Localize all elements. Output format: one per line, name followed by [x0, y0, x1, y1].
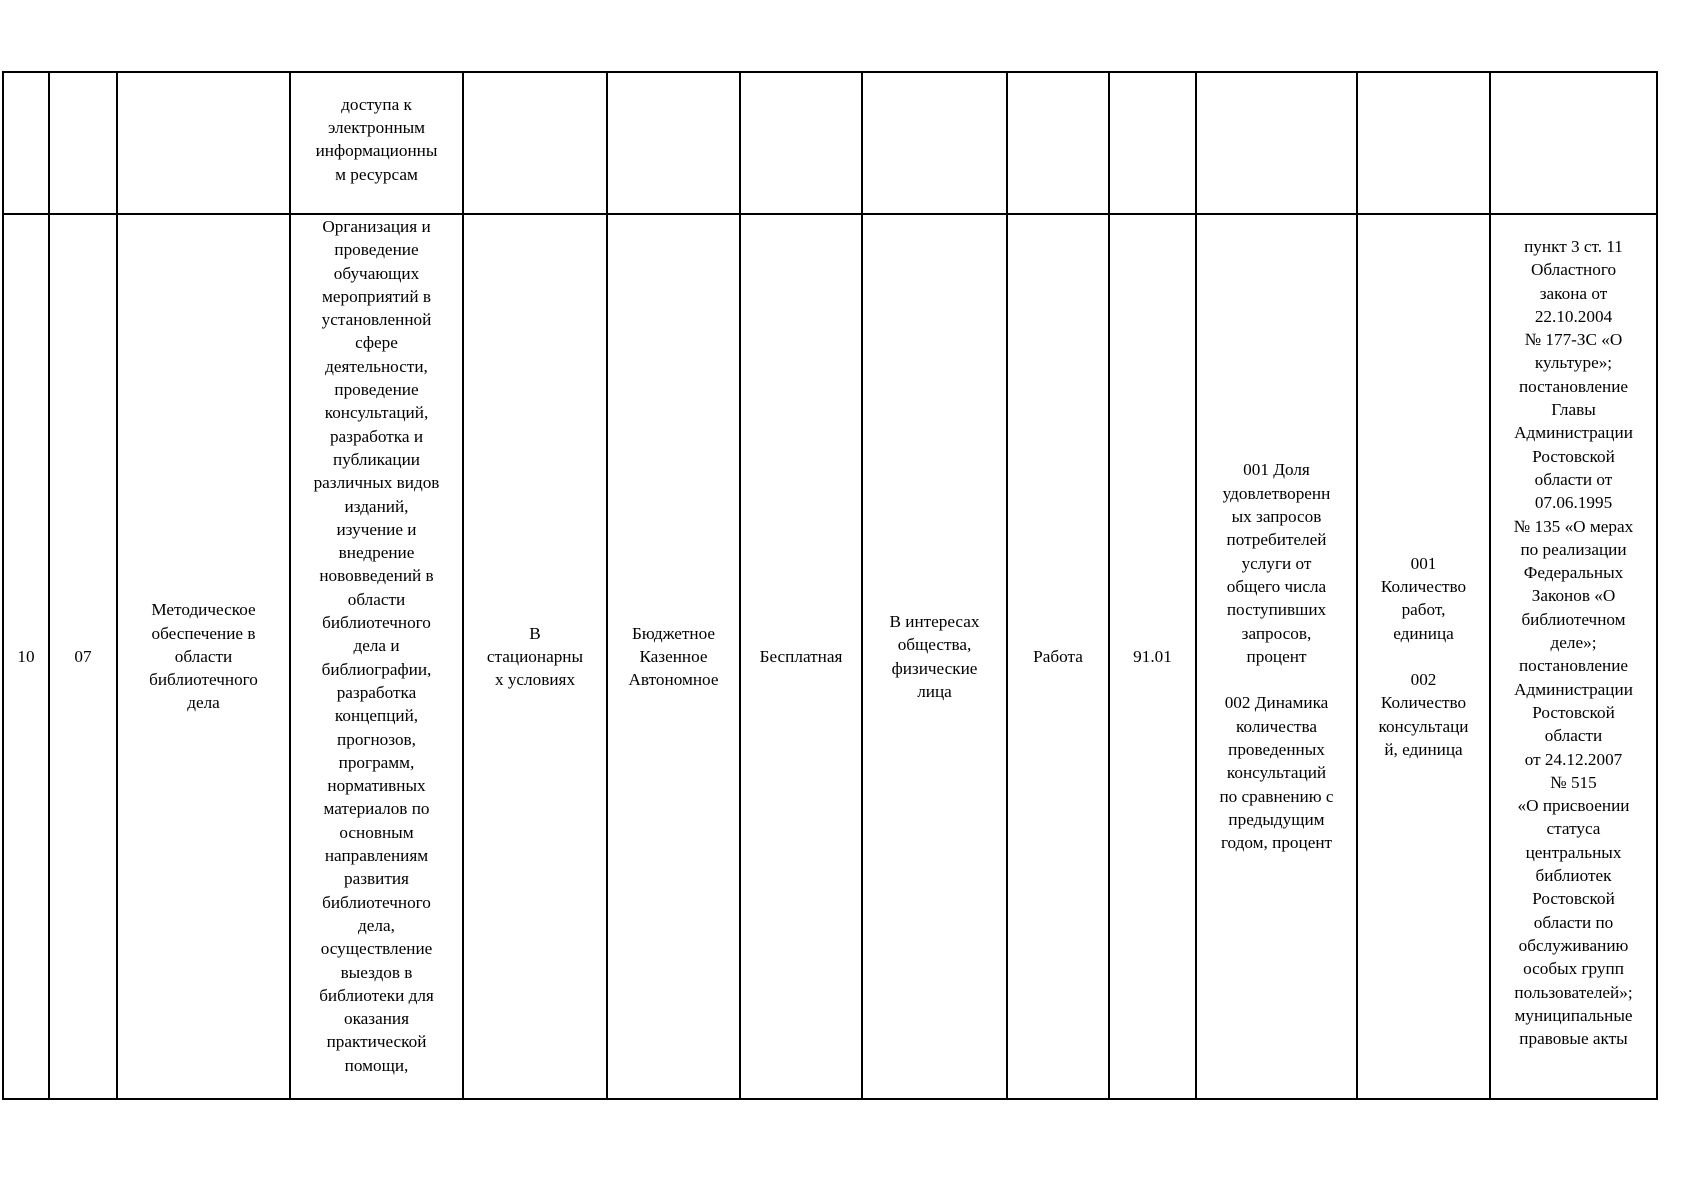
cell-legal-basis: [1490, 72, 1657, 214]
cell-description: доступа к электронным информационны м ресурсам: [290, 72, 463, 214]
cell-code: [49, 72, 117, 214]
cell-description: Организация и проведение обучающих мероприятий в установленной сфере деятельности, проведение консультаций, разработка и публикации различных видов изданий, изучение и внедрение нововведений в области библиотечного дела и библиографии, разработка концепций, прогнозов, программ, нормативных материалов по основным направлениям развития библиотечного дела, осуществление выездов в библиотеки для оказания практической помощи,: [290, 214, 463, 1099]
table-row: [3, 214, 1657, 1099]
cell-conditions: В стационарны х условиях: [463, 214, 607, 1099]
cell-code: 07: [49, 214, 117, 1099]
cell-quality-indicators: [1196, 72, 1357, 214]
cell-volume-indicators: [1357, 72, 1490, 214]
cell-okved: 91.01: [1109, 214, 1196, 1099]
cell-number: 10: [3, 214, 49, 1099]
cell-name: Методическое обеспечение в области библиотечного дела: [117, 214, 290, 1099]
cell-volume-indicators: 001 Количество работ, единица 002 Количество консультаци й, единица: [1357, 214, 1490, 1099]
services-table: [2, 71, 1658, 1100]
cell-legal-basis: пункт 3 ст. 11 Областного закона от 22.10.2004 № 177-ЗС «О культуре»; постановление Главы Администрации Ростовской области от 07.06.1995 № 135 «О мерах по реализации Федеральных Законов «О библиотечном деле»; постановление Администрации Ростовской области от 24.12.2007 № 515 «О присвоении статуса центральных библиотек Ростовской области по обслуживанию особых групп пользователей»; муниципальные правовые акты: [1490, 214, 1657, 1099]
cell-payment: [740, 72, 862, 214]
cell-type: [1007, 72, 1109, 214]
cell-okved: [1109, 72, 1196, 214]
cell-quality-indicators: 001 Доля удовлетворенн ых запросов потребителей услуги от общего числа поступивших запросов, процент 002 Динамика количества проведенных консультаций по сравнению с предыдущим годом, процент: [1196, 214, 1357, 1099]
cell-consumers: В интересах общества, физические лица: [862, 214, 1007, 1099]
cell-consumers: [862, 72, 1007, 214]
cell-type: Работа: [1007, 214, 1109, 1099]
cell-number: [3, 72, 49, 214]
cell-payment: Бесплатная: [740, 214, 862, 1099]
cell-conditions: [463, 72, 607, 214]
cell-institution-type: Бюджетное Казенное Автономное: [607, 214, 740, 1099]
cell-institution-type: [607, 72, 740, 214]
table-row: [3, 72, 1657, 214]
cell-name: [117, 72, 290, 214]
